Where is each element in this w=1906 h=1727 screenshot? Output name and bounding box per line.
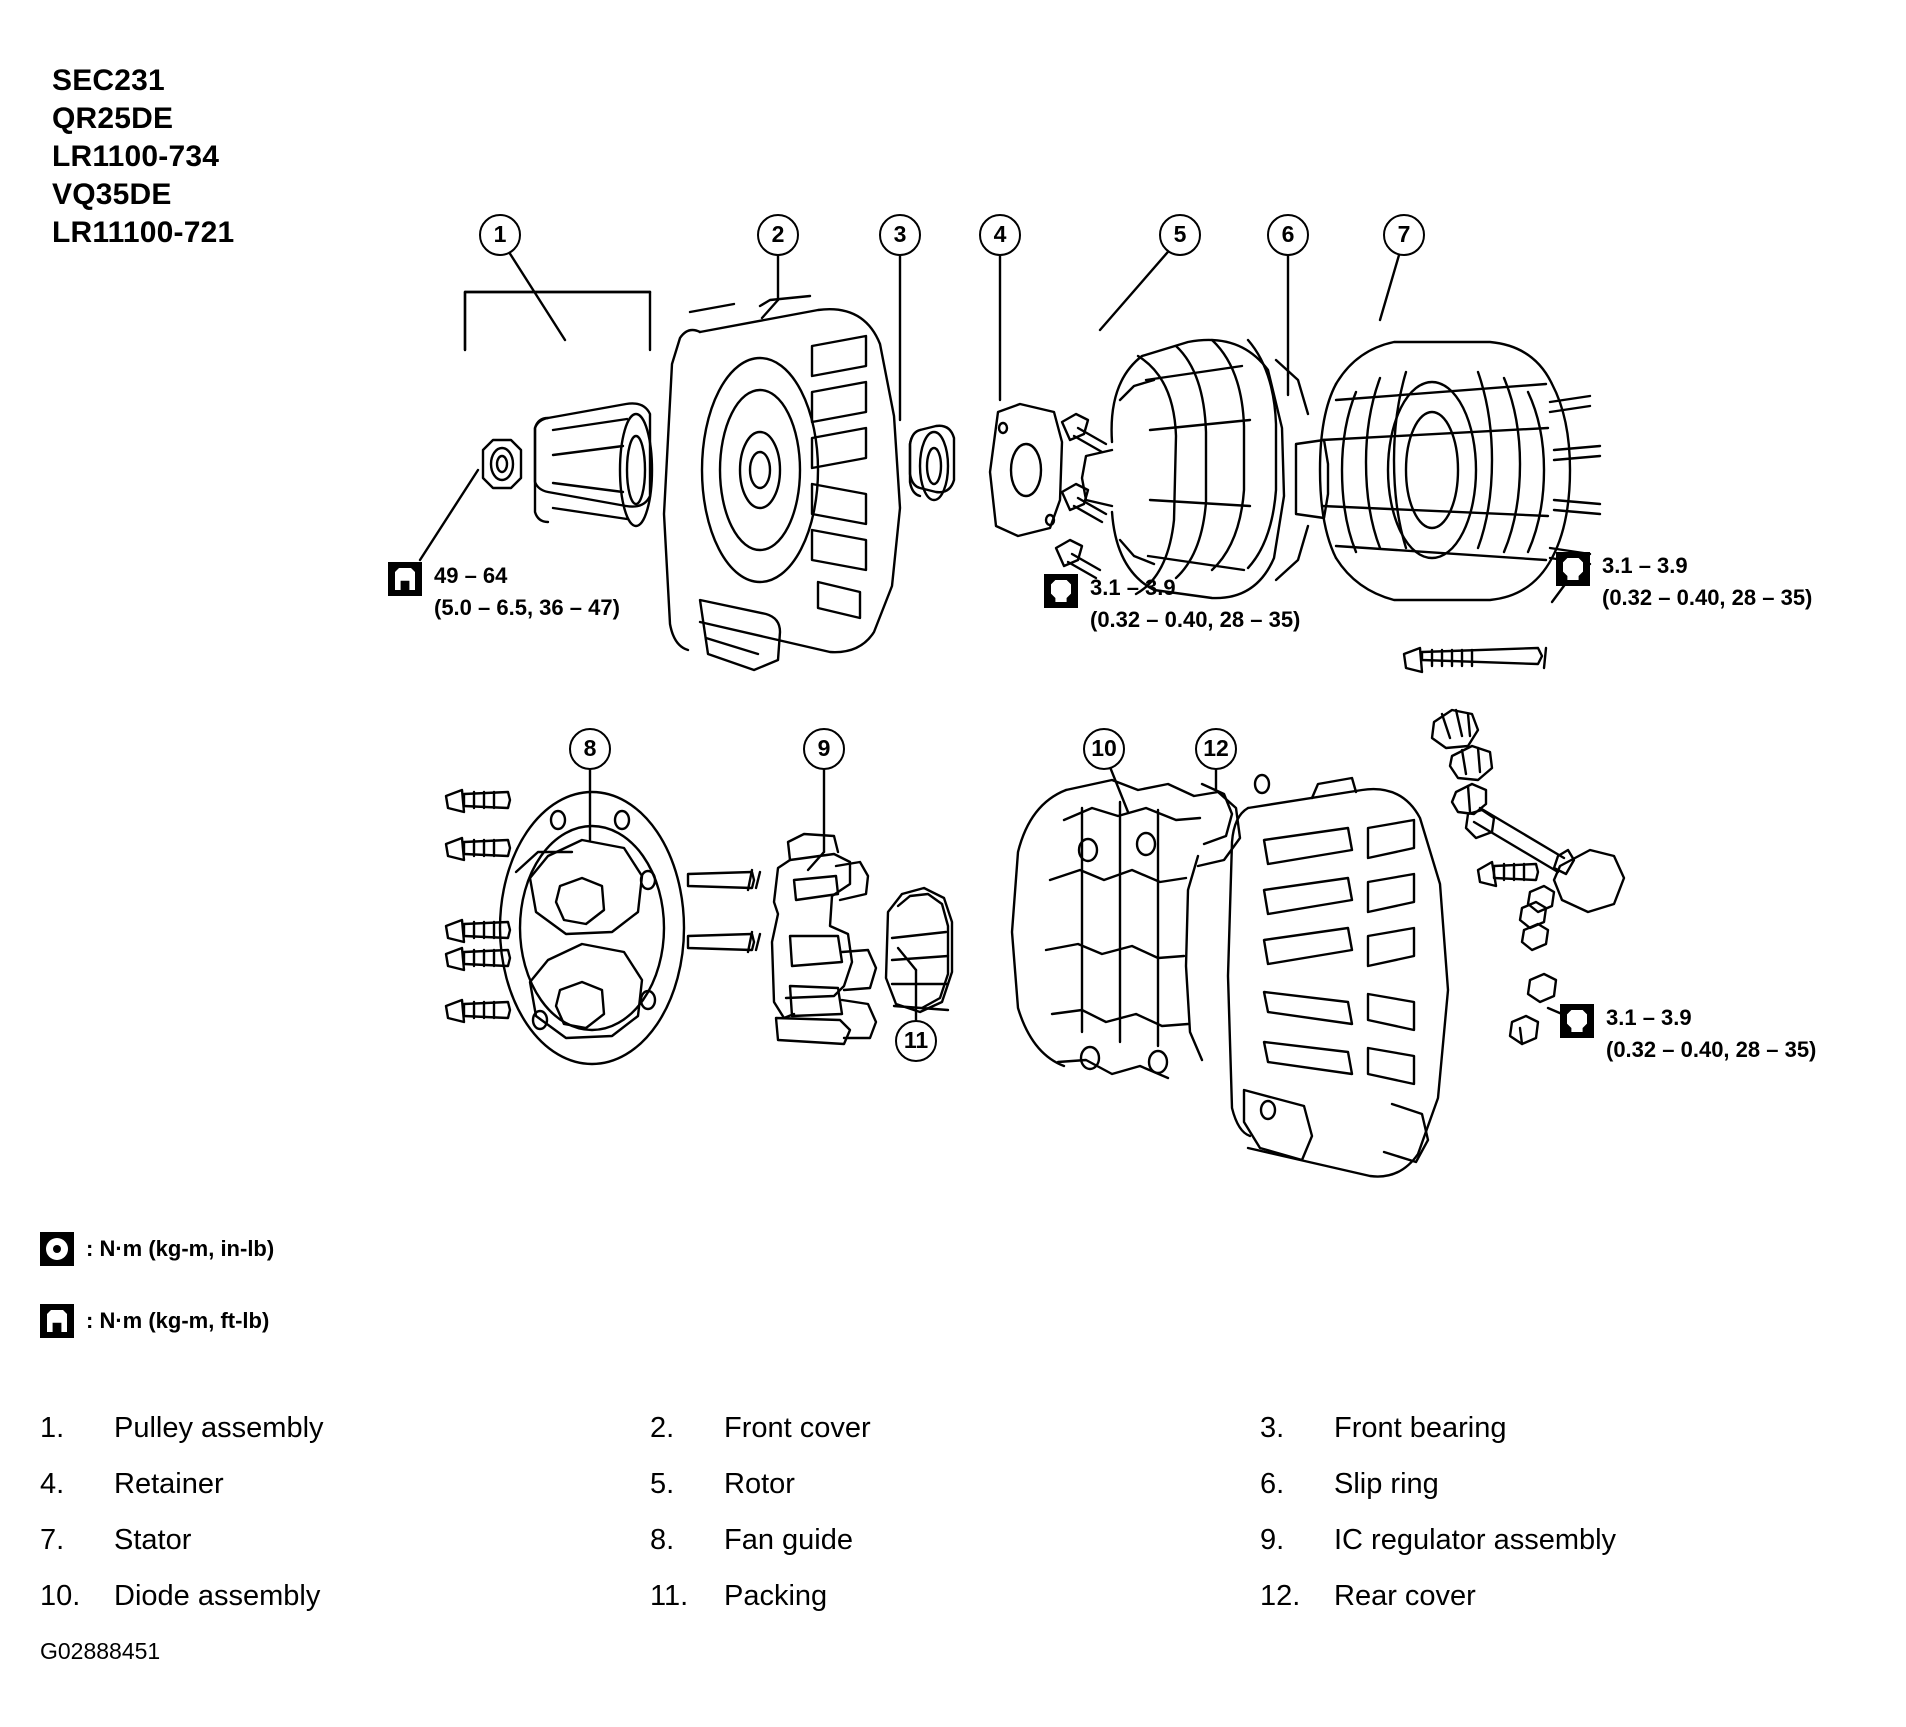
part-item-12 <box>1260 1580 1870 1613</box>
parts-row <box>40 1568 1870 1624</box>
part-item-11 <box>650 1580 1260 1613</box>
callout-9[interactable]: 9 <box>803 728 845 770</box>
part-item-6 <box>1260 1468 1870 1501</box>
part-item-8 <box>650 1524 1260 1557</box>
torque-value-line1: 3.1 – 3.9 <box>1090 575 1176 600</box>
torque-inlb-icon <box>40 1232 74 1266</box>
torque-value-line2: (5.0 – 6.5, 36 – 47) <box>434 594 620 620</box>
torque-ftlb-icon <box>40 1304 74 1338</box>
part-number: 11. <box>650 1579 689 1612</box>
callout-2[interactable]: 2 <box>757 214 799 256</box>
callout-7[interactable]: 7 <box>1383 214 1425 256</box>
callout-1[interactable]: 1 <box>479 214 521 256</box>
legend-text-inlb: : N·m (kg-m, in-lb) <box>86 1236 275 1261</box>
part-label: Pulley assembly <box>114 1411 324 1444</box>
torque-spec-stator <box>1556 550 1812 614</box>
torque-spec-rear-cover <box>1560 1002 1816 1066</box>
parts-list <box>40 1400 1870 1624</box>
part-item-5 <box>650 1468 1260 1501</box>
part-number: 2. <box>650 1411 675 1444</box>
part-item-4 <box>40 1468 650 1501</box>
bolt-inlb-icon <box>1560 1004 1594 1038</box>
callout-8[interactable]: 8 <box>569 728 611 770</box>
callout-4[interactable]: 4 <box>979 214 1021 256</box>
callout-3[interactable]: 3 <box>879 214 921 256</box>
part-number: 6. <box>1260 1467 1285 1500</box>
part-item-9 <box>1260 1524 1870 1557</box>
torque-value-line1: 3.1 – 3.9 <box>1606 1005 1692 1030</box>
code-line-5: LR11100-721 <box>52 216 235 250</box>
callout-10[interactable]: 10 <box>1083 728 1125 770</box>
torque-spec-pulley <box>388 560 620 624</box>
part-label: IC regulator assembly <box>1334 1523 1617 1556</box>
part-label: Retainer <box>114 1467 224 1500</box>
torque-spec-rotor <box>1044 572 1300 636</box>
part-number: 8. <box>650 1523 675 1556</box>
part-label: Rotor <box>724 1467 795 1500</box>
parts-row <box>40 1456 1870 1512</box>
torque-value-line2: (0.32 – 0.40, 28 – 35) <box>1602 584 1813 610</box>
bolt-inlb-icon <box>1556 552 1590 586</box>
code-line-2: QR25DE <box>52 102 174 136</box>
part-label: Diode assembly <box>114 1579 321 1612</box>
part-number: 1. <box>40 1411 65 1444</box>
part-label: Rear cover <box>1334 1579 1476 1612</box>
part-item-10 <box>40 1580 650 1613</box>
part-label: Stator <box>114 1523 192 1556</box>
part-label: Packing <box>724 1579 828 1612</box>
callout-6[interactable]: 6 <box>1267 214 1309 256</box>
code-line-4: VQ35DE <box>52 178 172 212</box>
document-code-block <box>52 62 234 252</box>
legend-row-inlb <box>40 1232 274 1266</box>
bolt-inlb-icon <box>1044 574 1078 608</box>
torque-value-line2: (0.32 – 0.40, 28 – 35) <box>1606 1036 1817 1062</box>
part-item-7 <box>40 1524 650 1557</box>
bolt-ftlb-icon <box>388 562 422 596</box>
parts-row <box>40 1512 1870 1568</box>
part-item-3 <box>1260 1412 1870 1445</box>
callout-11[interactable]: 11 <box>895 1020 937 1062</box>
torque-value-line2: (0.32 – 0.40, 28 – 35) <box>1090 606 1301 632</box>
torque-value-line1: 3.1 – 3.9 <box>1602 553 1688 578</box>
part-item-2 <box>650 1412 1260 1445</box>
part-label: Front bearing <box>1334 1411 1507 1444</box>
part-number: 10. <box>40 1579 81 1612</box>
callout-12[interactable]: 12 <box>1195 728 1237 770</box>
part-number: 5. <box>650 1467 675 1500</box>
part-number: 3. <box>1260 1411 1285 1444</box>
part-label: Front cover <box>724 1411 871 1444</box>
code-line-1: SEC231 <box>52 64 165 97</box>
part-number: 4. <box>40 1467 65 1500</box>
callout-5[interactable]: 5 <box>1159 214 1201 256</box>
code-line-3: LR1100-734 <box>52 140 220 174</box>
legend-text-ftlb: : N·m (kg-m, ft-lb) <box>86 1308 270 1333</box>
part-label: Slip ring <box>1334 1467 1439 1500</box>
figure-id: G02888451 <box>40 1638 161 1664</box>
part-number: 7. <box>40 1523 65 1556</box>
part-number: 12. <box>1260 1579 1301 1612</box>
part-item-1 <box>40 1412 650 1445</box>
legend-row-ftlb <box>40 1304 269 1338</box>
torque-value-line1: 49 – 64 <box>434 563 508 588</box>
part-label: Fan guide <box>724 1523 853 1556</box>
part-number: 9. <box>1260 1523 1285 1556</box>
parts-row <box>40 1400 1870 1456</box>
